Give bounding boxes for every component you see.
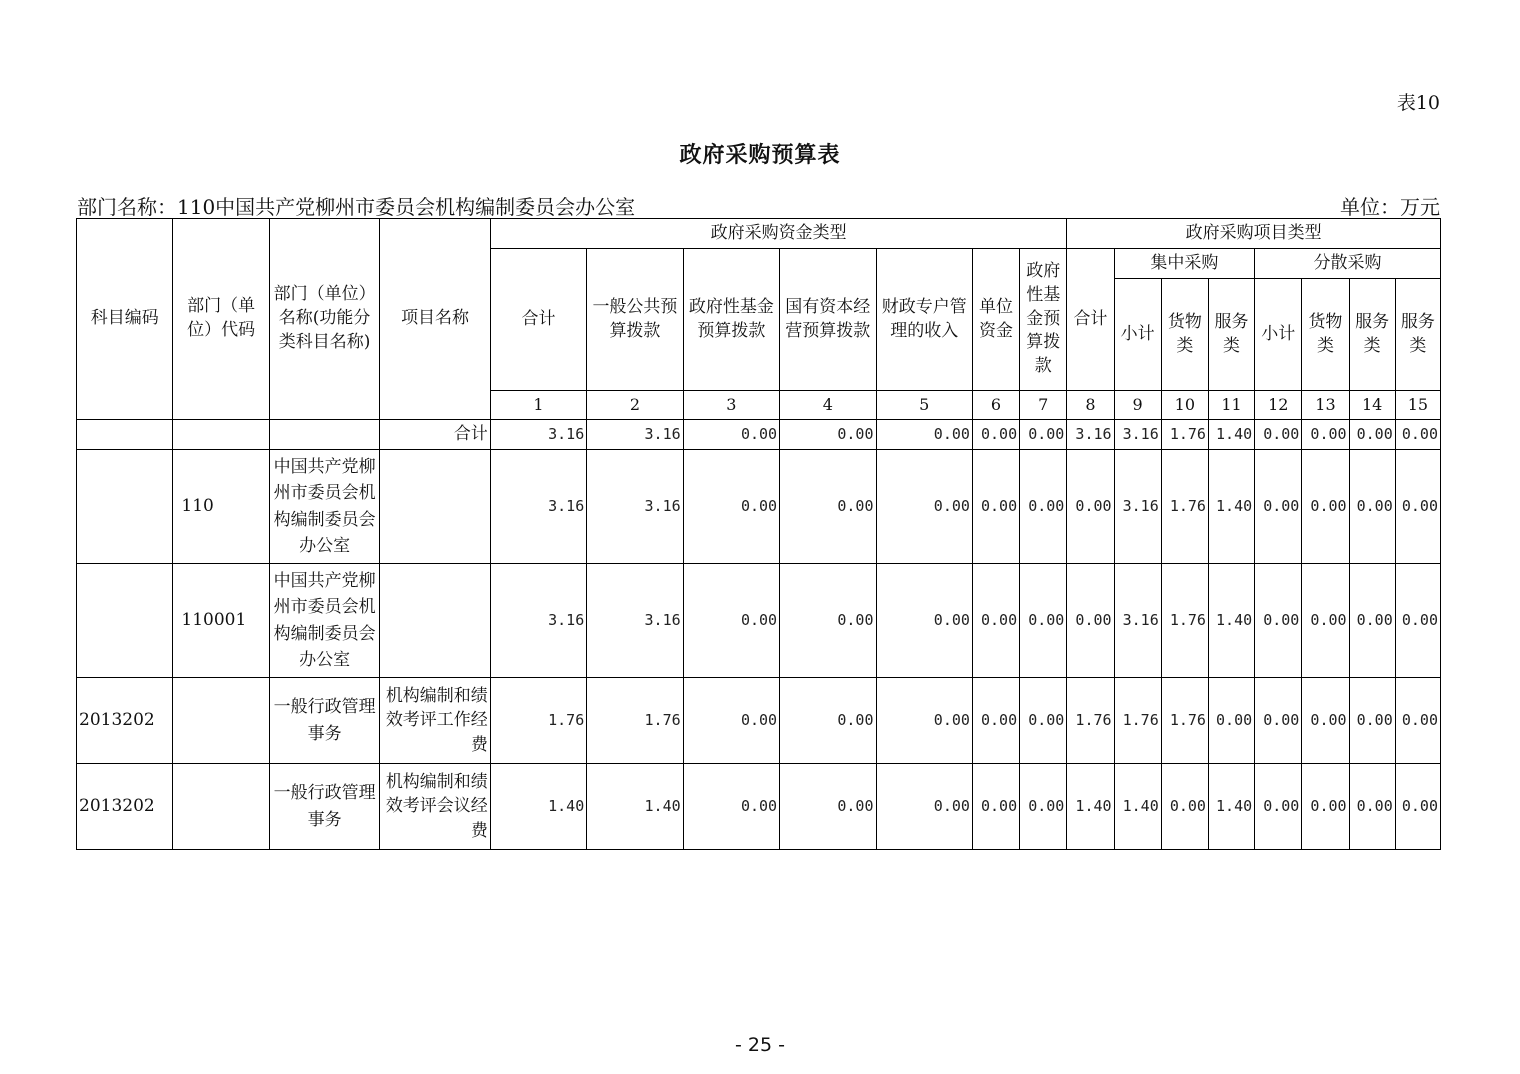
total-dept-name bbox=[269, 420, 379, 450]
total-value: 0.00 bbox=[1255, 420, 1302, 450]
total-value: 0.00 bbox=[876, 420, 972, 450]
row-value: 0.00 bbox=[1255, 764, 1302, 850]
total-value: 0.00 bbox=[1020, 420, 1067, 450]
row-subject-code: 2013202 bbox=[77, 678, 173, 764]
row-value: 0.00 bbox=[780, 678, 876, 764]
row-value: 0.00 bbox=[972, 450, 1019, 564]
row-value: 0.00 bbox=[1067, 564, 1114, 678]
row-value: 1.76 bbox=[490, 678, 586, 764]
total-value: 3.16 bbox=[587, 420, 683, 450]
row-value: 0.00 bbox=[1395, 764, 1440, 850]
table-tag: 表10 bbox=[1396, 92, 1440, 114]
row-value: 0.00 bbox=[1255, 450, 1302, 564]
row-value: 1.40 bbox=[587, 764, 683, 850]
row-value: 0.00 bbox=[683, 764, 779, 850]
row-value: 0.00 bbox=[972, 764, 1019, 850]
seq-number: 9 bbox=[1114, 391, 1161, 420]
page-title: 政府采购预算表 bbox=[679, 142, 841, 168]
row-value: 1.40 bbox=[1208, 564, 1254, 678]
header-general-budget: 一般公共预算拨款 bbox=[587, 249, 683, 391]
header-project-type-group: 政府采购项目类型 bbox=[1067, 219, 1441, 249]
seq-number: 4 bbox=[780, 391, 876, 420]
row-value: 3.16 bbox=[490, 564, 586, 678]
row-value: 1.40 bbox=[1208, 764, 1254, 850]
total-value: 0.00 bbox=[1395, 420, 1440, 450]
header-fund-type-group: 政府采购资金类型 bbox=[490, 219, 1067, 249]
total-value: 1.76 bbox=[1161, 420, 1208, 450]
row-value: 0.00 bbox=[876, 678, 972, 764]
total-dept-code bbox=[173, 420, 269, 450]
seq-number: 6 bbox=[972, 391, 1019, 420]
row-value: 1.76 bbox=[587, 678, 683, 764]
header-services3: 服务类 bbox=[1395, 279, 1440, 391]
row-dept-name: 中国共产党柳州市委员会机构编制委员会办公室 bbox=[269, 564, 379, 678]
seq-number: 11 bbox=[1208, 391, 1254, 420]
row-dept-code bbox=[173, 678, 269, 764]
table-row bbox=[77, 564, 1441, 678]
row-dept-name: 一般行政管理事务 bbox=[269, 764, 379, 850]
table-row bbox=[77, 764, 1441, 850]
row-value: 0.00 bbox=[876, 564, 972, 678]
row-value: 0.00 bbox=[1255, 564, 1302, 678]
row-value: 0.00 bbox=[972, 678, 1019, 764]
row-value: 0.00 bbox=[876, 764, 972, 850]
header-gov-fund-budget: 政府性基金预算拨款 bbox=[1020, 249, 1067, 391]
row-value: 0.00 bbox=[1020, 450, 1067, 564]
seq-number: 2 bbox=[587, 391, 683, 420]
total-value: 0.00 bbox=[972, 420, 1019, 450]
row-value: 0.00 bbox=[780, 450, 876, 564]
header-state-capital: 国有资本经营预算拨款 bbox=[780, 249, 876, 391]
seq-number: 1 bbox=[490, 391, 586, 420]
row-value: 1.76 bbox=[1161, 564, 1208, 678]
header-goods: 货物类 bbox=[1161, 279, 1208, 391]
header-dept-name: 部门（单位）名称(功能分类科目名称) bbox=[269, 219, 379, 420]
row-value: 1.76 bbox=[1161, 450, 1208, 564]
seq-number: 3 bbox=[683, 391, 779, 420]
row-value: 0.00 bbox=[1020, 678, 1067, 764]
row-project-name bbox=[380, 450, 490, 564]
row-project-name: 机构编制和绩效考评工作经费 bbox=[380, 678, 490, 764]
procurement-budget-table bbox=[76, 218, 1441, 850]
row-value: 0.00 bbox=[683, 564, 779, 678]
row-value: 0.00 bbox=[780, 764, 876, 850]
header-subtotal: 小计 bbox=[1114, 279, 1161, 391]
header-subtotal2: 小计 bbox=[1255, 279, 1302, 391]
row-value: 3.16 bbox=[1114, 450, 1161, 564]
row-project-name: 机构编制和绩效考评会议经费 bbox=[380, 764, 490, 850]
total-value: 3.16 bbox=[1114, 420, 1161, 450]
row-value: 0.00 bbox=[1302, 564, 1349, 678]
seq-number: 14 bbox=[1349, 391, 1395, 420]
total-label: 合计 bbox=[380, 420, 490, 450]
row-value: 0.00 bbox=[1255, 678, 1302, 764]
row-dept-name: 一般行政管理事务 bbox=[269, 678, 379, 764]
row-value: 0.00 bbox=[1349, 764, 1395, 850]
seq-number: 12 bbox=[1255, 391, 1302, 420]
row-value: 1.40 bbox=[490, 764, 586, 850]
row-value: 0.00 bbox=[1208, 678, 1254, 764]
row-value: 0.00 bbox=[1395, 564, 1440, 678]
header-subject-code: 科目编码 bbox=[77, 219, 173, 420]
row-subject-code bbox=[77, 450, 173, 564]
row-subject-code: 2013202 bbox=[77, 764, 173, 850]
row-value: 0.00 bbox=[1067, 450, 1114, 564]
row-value: 1.40 bbox=[1067, 764, 1114, 850]
row-value: 0.00 bbox=[1161, 764, 1208, 850]
total-value: 0.00 bbox=[1349, 420, 1395, 450]
row-value: 0.00 bbox=[1302, 764, 1349, 850]
row-dept-code: 110 bbox=[173, 450, 269, 564]
row-value: 0.00 bbox=[1302, 678, 1349, 764]
unit-label: 单位：万元 bbox=[1340, 195, 1440, 219]
total-value: 0.00 bbox=[1302, 420, 1349, 450]
seq-number: 10 bbox=[1161, 391, 1208, 420]
header-services2: 服务类 bbox=[1349, 279, 1395, 391]
header-dispersed: 分散采购 bbox=[1255, 249, 1441, 279]
row-subject-code bbox=[77, 564, 173, 678]
department-label: 部门名称：110中国共产党柳州市委员会机构编制委员会办公室 bbox=[77, 195, 636, 219]
row-value: 1.40 bbox=[1114, 764, 1161, 850]
row-value: 3.16 bbox=[587, 564, 683, 678]
row-value: 3.16 bbox=[587, 450, 683, 564]
row-value: 0.00 bbox=[1395, 450, 1440, 564]
header-project-name: 项目名称 bbox=[380, 219, 490, 420]
row-value: 0.00 bbox=[972, 564, 1019, 678]
row-value: 0.00 bbox=[1020, 564, 1067, 678]
header-total2: 合计 bbox=[1067, 249, 1114, 391]
row-value: 0.00 bbox=[1302, 450, 1349, 564]
row-dept-name: 中国共产党柳州市委员会机构编制委员会办公室 bbox=[269, 450, 379, 564]
header-total: 合计 bbox=[490, 249, 586, 391]
row-value: 0.00 bbox=[1349, 450, 1395, 564]
header-services: 服务类 bbox=[1208, 279, 1254, 391]
row-value: 0.00 bbox=[683, 450, 779, 564]
header-centralized: 集中采购 bbox=[1114, 249, 1255, 279]
header-dept-code: 部门（单位）代码 bbox=[173, 219, 269, 420]
header-goods2: 货物类 bbox=[1302, 279, 1349, 391]
row-value: 0.00 bbox=[1349, 678, 1395, 764]
seq-number: 15 bbox=[1395, 391, 1440, 420]
header-gov-fund: 政府性基金预算拨款 bbox=[683, 249, 779, 391]
total-subject-code bbox=[77, 420, 173, 450]
header-unit-funds: 单位资金 bbox=[972, 249, 1019, 391]
row-value: 1.76 bbox=[1067, 678, 1114, 764]
row-value: 0.00 bbox=[780, 564, 876, 678]
total-value: 0.00 bbox=[683, 420, 779, 450]
seq-number: 7 bbox=[1020, 391, 1067, 420]
row-value: 3.16 bbox=[490, 450, 586, 564]
total-row bbox=[77, 420, 1441, 450]
row-value: 1.76 bbox=[1161, 678, 1208, 764]
row-value: 0.00 bbox=[683, 678, 779, 764]
seq-number: 13 bbox=[1302, 391, 1349, 420]
page-number: - 25 - bbox=[735, 1034, 785, 1056]
row-value: 0.00 bbox=[1395, 678, 1440, 764]
row-value: 3.16 bbox=[1114, 564, 1161, 678]
table-row bbox=[77, 450, 1441, 564]
row-dept-code: 110001 bbox=[173, 564, 269, 678]
seq-number: 5 bbox=[876, 391, 972, 420]
total-value: 3.16 bbox=[490, 420, 586, 450]
seq-number: 8 bbox=[1067, 391, 1114, 420]
row-value: 0.00 bbox=[876, 450, 972, 564]
row-value: 0.00 bbox=[1349, 564, 1395, 678]
table-row bbox=[77, 678, 1441, 764]
total-value: 1.40 bbox=[1208, 420, 1254, 450]
row-project-name bbox=[380, 564, 490, 678]
row-value: 0.00 bbox=[1020, 764, 1067, 850]
header-special-account: 财政专户管理的收入 bbox=[876, 249, 972, 391]
total-value: 0.00 bbox=[780, 420, 876, 450]
row-dept-code bbox=[173, 764, 269, 850]
row-value: 1.76 bbox=[1114, 678, 1161, 764]
total-value: 3.16 bbox=[1067, 420, 1114, 450]
row-value: 1.40 bbox=[1208, 450, 1254, 564]
